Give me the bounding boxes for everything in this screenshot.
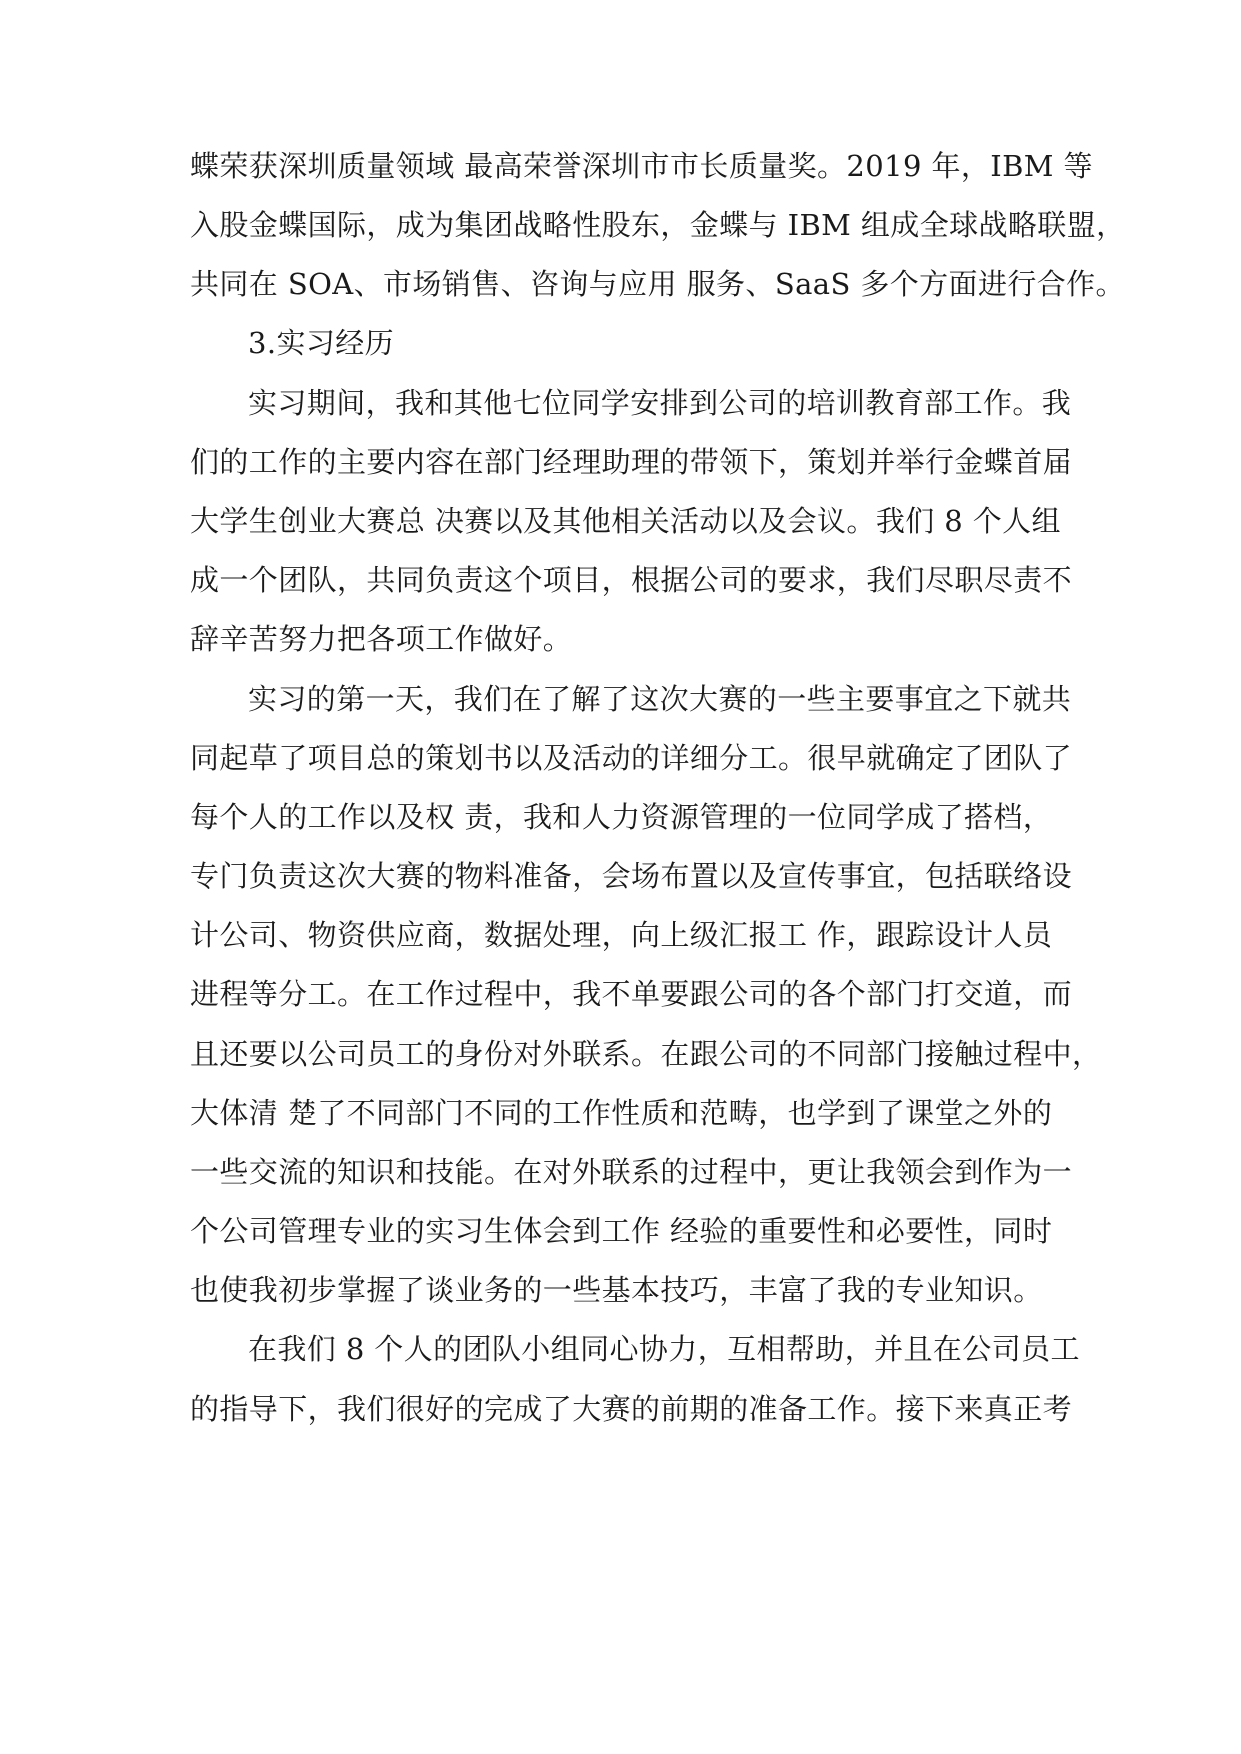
text-line: 且还要以公司员工的身份对外联系。在跟公司的不同部门接触过程中，	[190, 1037, 1102, 1071]
text-line: 成一个团队，共同负责这个项目，根据公司的要求，我们尽职尽责不	[190, 563, 1073, 597]
text-line: 同起草了项目总的策划书以及活动的详细分工。很早就确定了团队了	[190, 741, 1073, 775]
text-line: 在我们 8 个人的团队小组同心协力，互相帮助，并且在公司员工	[248, 1332, 1080, 1366]
text-line: 大体清 楚了不同部门不同的工作性质和范畴，也学到了课堂之外的	[190, 1096, 1053, 1130]
text-line: 辞辛苦努力把各项工作做好。	[190, 622, 573, 656]
section-heading: 3.实习经历	[248, 326, 395, 360]
text-line: 一些交流的知识和技能。在对外联系的过程中，更让我领会到作为一	[190, 1155, 1073, 1189]
text-line: 共同在 SOA、市场销售、咨询与应用 服务、SaaS 多个方面进行合作。	[190, 267, 1125, 301]
text-line: 专门负责这次大赛的物料准备，会场布置以及宣传事宜，包括联络设	[190, 859, 1073, 893]
text-line: 计公司、物资供应商，数据处理，向上级汇报工 作，跟踪设计人员	[190, 918, 1053, 952]
text-line: 蝶荣获深圳质量领域 最高荣誉深圳市市长质量奖。2019 年，IBM 等	[190, 149, 1093, 183]
text-line: 每个人的工作以及权 责，我和人力资源管理的一位同学成了搭档，	[190, 800, 1053, 834]
text-line: 入股金蝶国际，成为集团战略性股东，金蝶与 IBM 组成全球战略联盟，	[190, 208, 1126, 242]
text-line: 大学生创业大赛总 决赛以及其他相关活动以及会议。我们 8 个人组	[190, 504, 1061, 538]
text-line: 实习的第一天，我们在了解了这次大赛的一些主要事宜之下就共	[248, 682, 1072, 716]
text-line: 也使我初步掌握了谈业务的一些基本技巧，丰富了我的专业知识。	[190, 1273, 1043, 1307]
text-line: 们的工作的主要内容在部门经理助理的带领下，策划并举行金蝶首届	[190, 445, 1073, 479]
text-line: 进程等分工。在工作过程中，我不单要跟公司的各个部门打交道，而	[190, 977, 1073, 1011]
text-line: 实习期间，我和其他七位同学安排到公司的培训教育部工作。我	[248, 386, 1072, 420]
text-line: 个公司管理专业的实习生体会到工作 经验的重要性和必要性，同时	[190, 1214, 1053, 1248]
text-line: 的指导下，我们很好的完成了大赛的前期的准备工作。接下来真正考	[190, 1392, 1073, 1426]
